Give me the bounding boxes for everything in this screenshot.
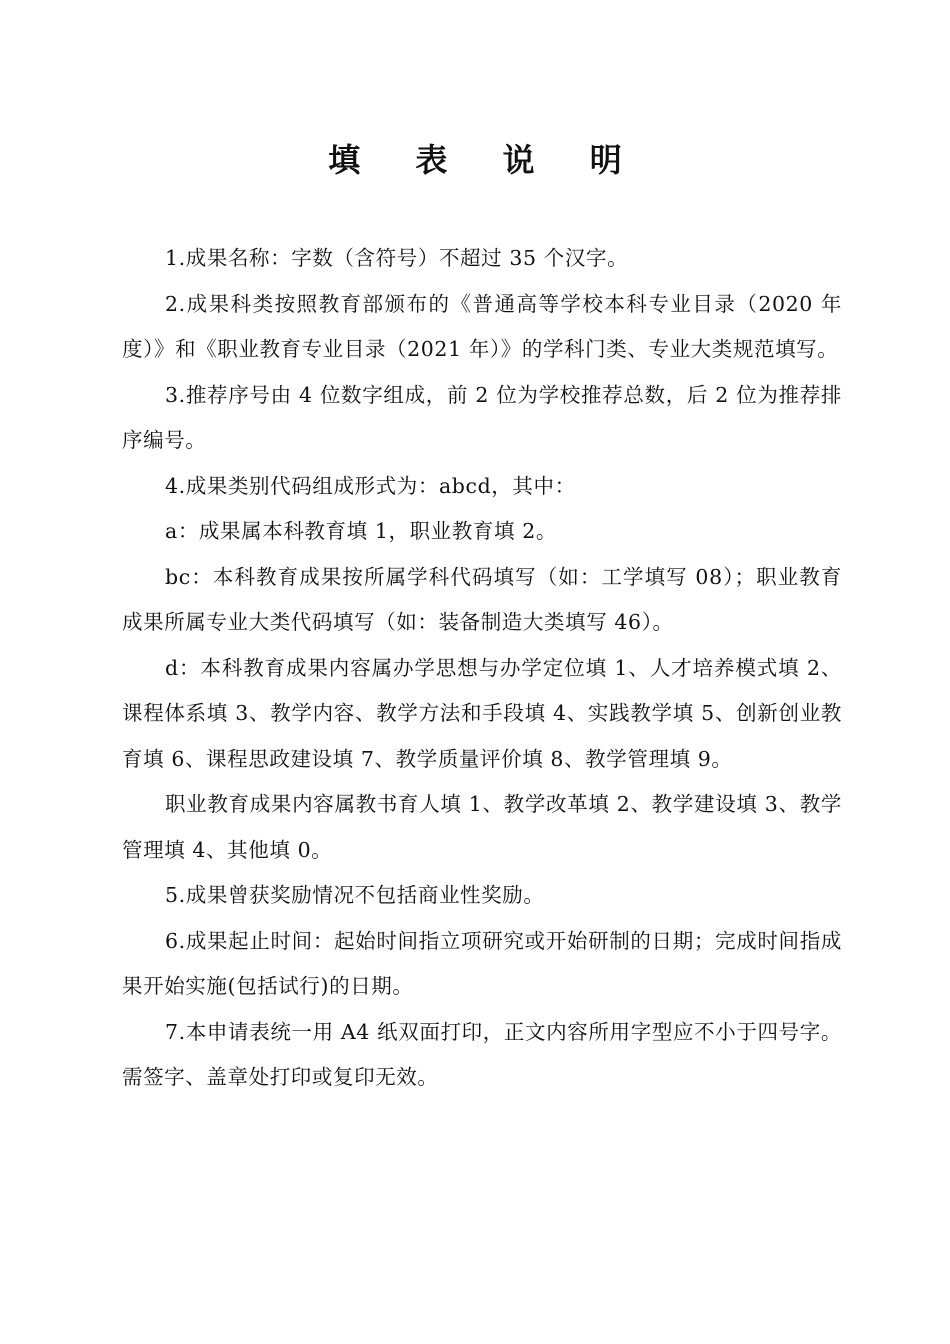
- instruction-item-4-bc: bc：本科教育成果按所属学科代码填写（如：工学填写 08）；职业教育成果所属专业大类代码填写（如：装备制造大类填写 46）。: [122, 564, 842, 634]
- instruction-item-4: 4.成果类别代码组成形式为：abcd，其中：: [165, 473, 576, 498]
- instruction-item-4-a: a：成果属本科教育填 1，职业教育填 2。: [165, 519, 557, 543]
- instruction-item-3: 3.推荐序号由 4 位数字组成，前 2 位为学校推荐总数，后 2 位为推荐排序编号。: [122, 382, 842, 452]
- instruction-item-6: 6.成果起止时间：起始时间指立项研究或开始研制的日期；完成时间指成果开始实施(包括试行)的日期。: [122, 928, 842, 998]
- page-title: 填 表 说 明: [328, 141, 644, 179]
- instruction-item-4-d-undergrad: d：本科教育成果内容属办学思想与办学定位填 1、人才培养模式填 2、课程体系填 3、教学内容、教学方法和手段填 4、实践教学填 5、创新创业教育填 6、课程思政建设填 7、教学质量评价填 8、教学管理填 9。: [122, 655, 842, 771]
- instruction-item-2: 2.成果科类按照教育部颁布的《普通高等学校本科专业目录（2020 年度）》和《职业教育专业目录（2021 年）》的学科门类、专业大类规范填写。: [122, 291, 842, 361]
- instruction-item-7: 7.本申请表统一用 A4 纸双面打印，正文内容所用字型应不小于四号字。需签字、盖章处打印或复印无效。: [122, 1019, 842, 1089]
- instruction-item-5: 5.成果曾获奖励情况不包括商业性奖励。: [165, 883, 545, 907]
- instructions-body: [122, 236, 842, 1101]
- instruction-item-1: 1.成果名称：字数（含符号）不超过 35 个汉字。: [165, 246, 629, 270]
- instruction-item-4-d-vocational: 职业教育成果内容属教书育人填 1、教学改革填 2、教学建设填 3、教学管理填 4、其他填 0。: [122, 792, 842, 862]
